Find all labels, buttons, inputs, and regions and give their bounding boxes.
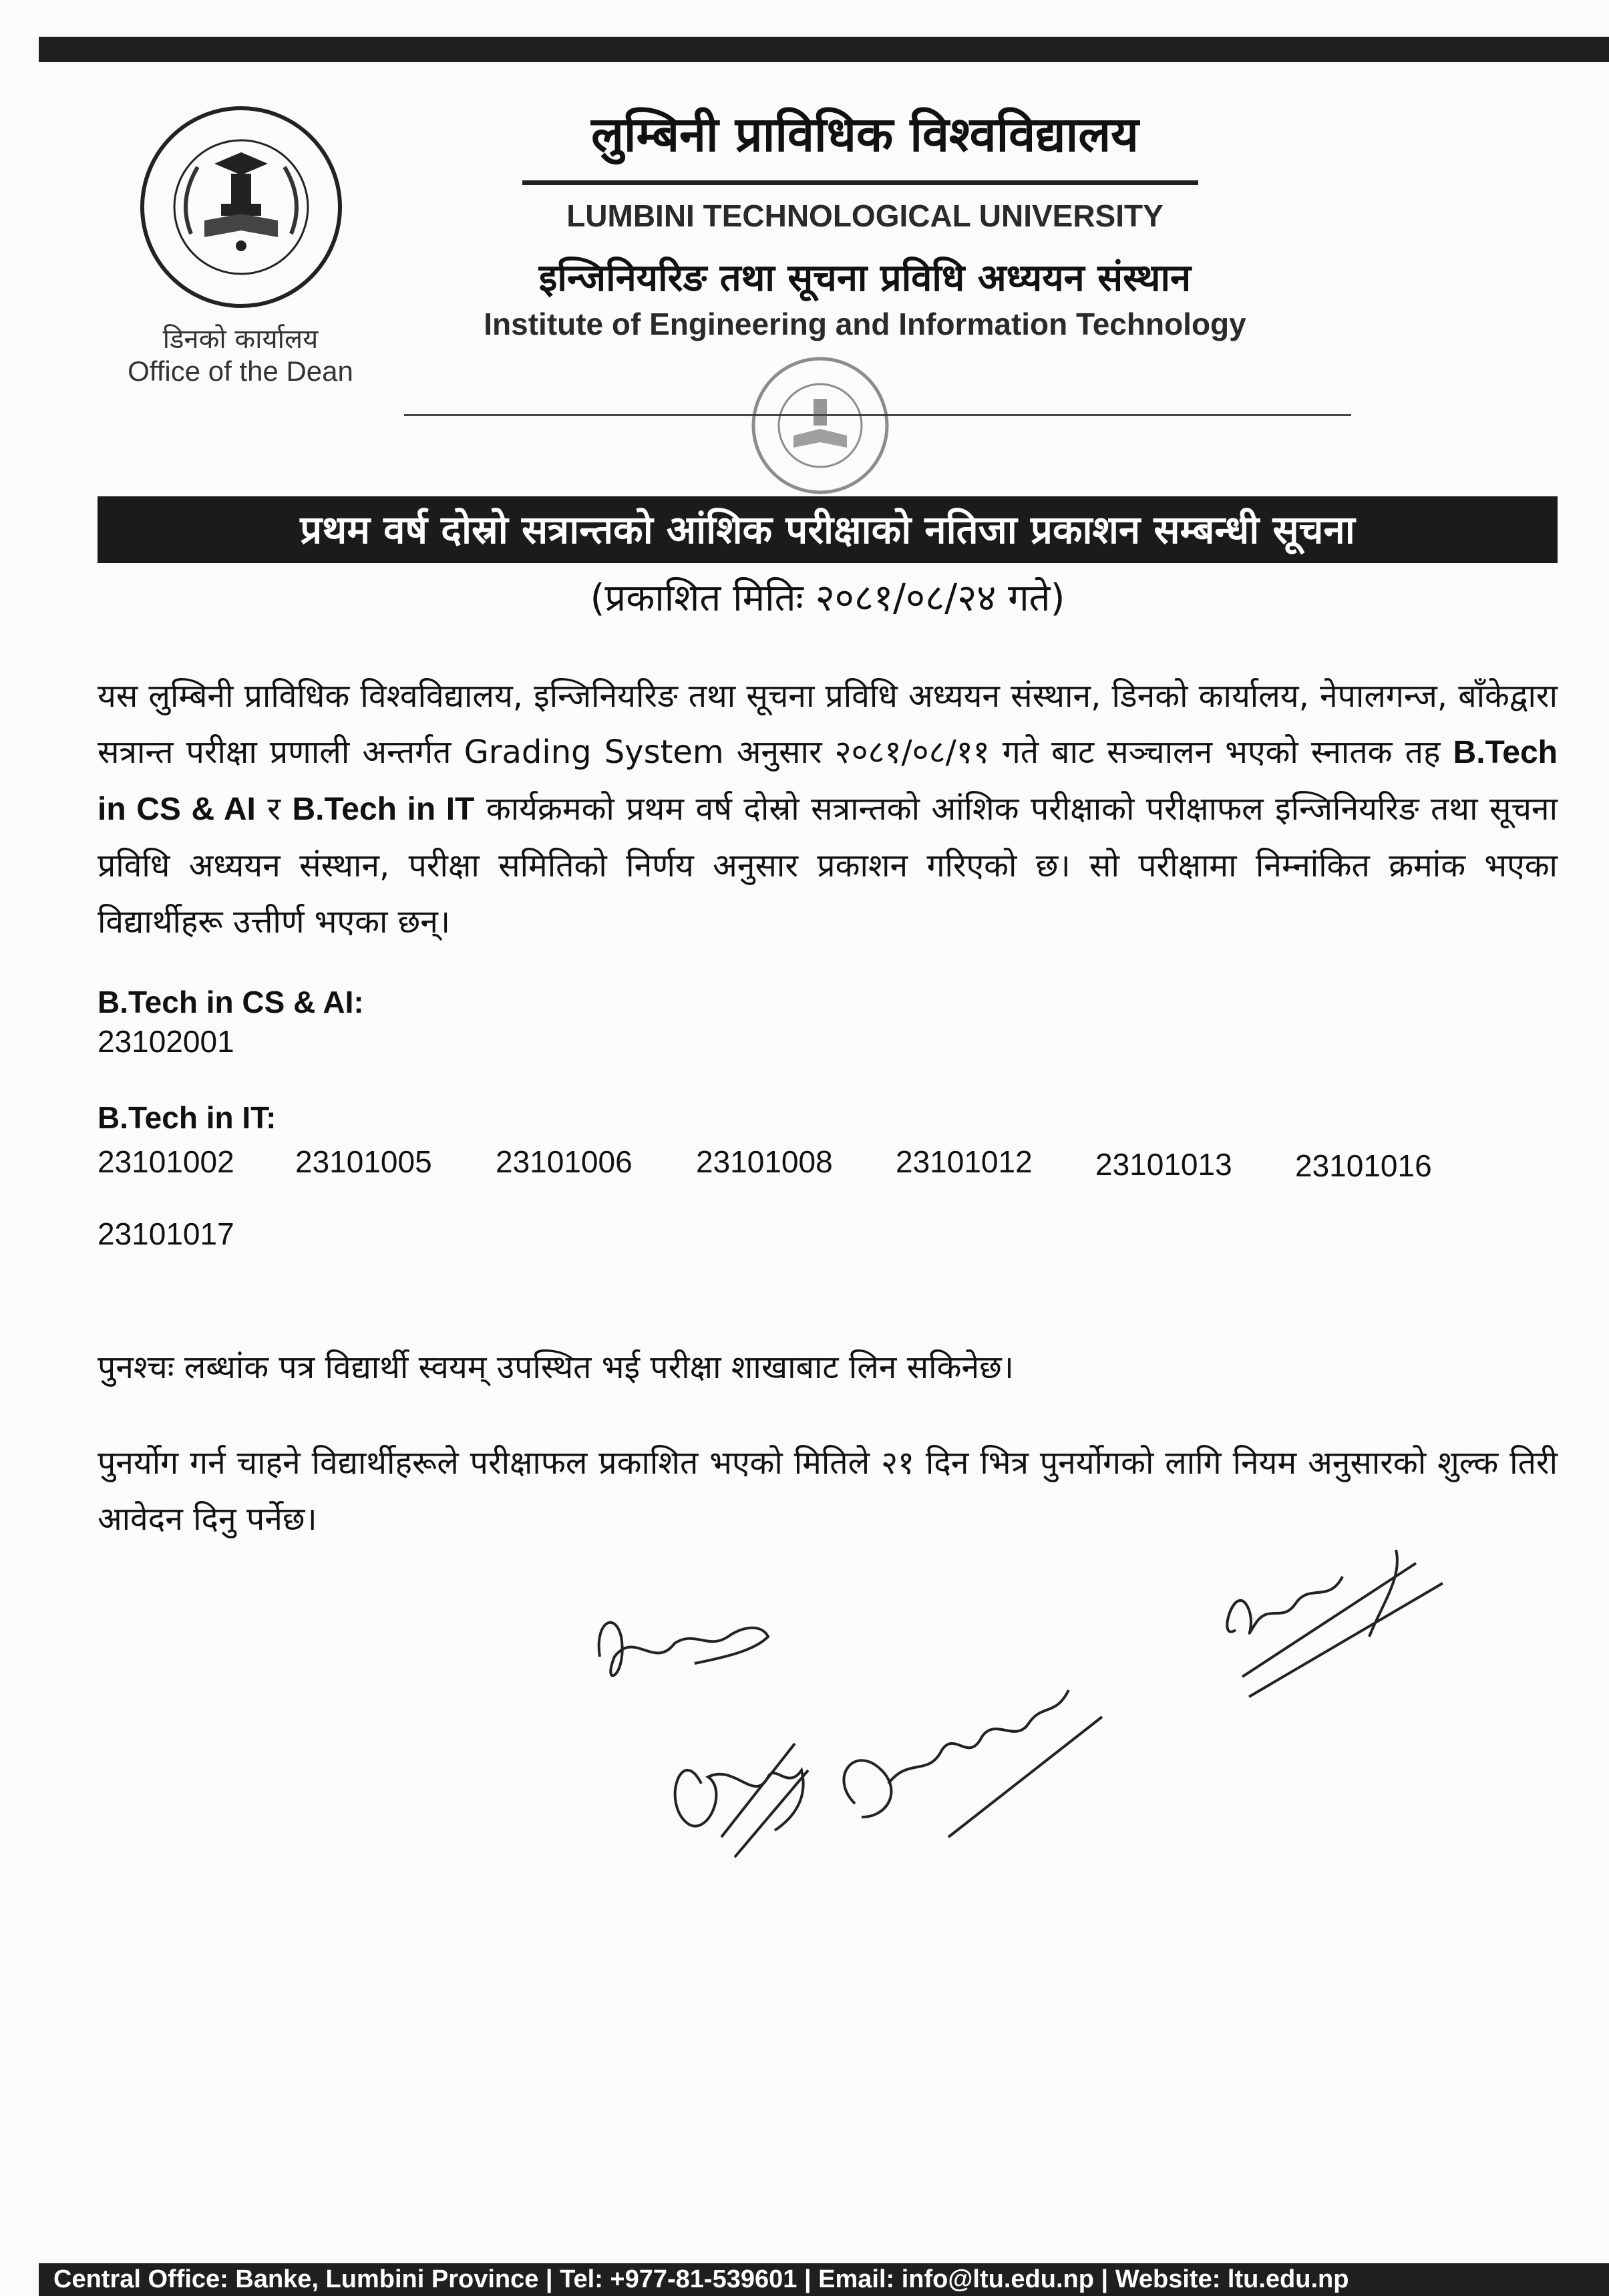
body-text-part2: कार्यक्रमको प्रथम वर्ष दोस्रो सत्रान्तको आंशिक परीक्षाको परीक्षाफल इन्जिनियरिङ तथा सूचना प्रविधि अध्ययन संस्थान, परीक्षा समितिको निर्णय अनुसार प्रकाशन गरिएको छ। सो परीक्षामा निम्नांकित क्रमांक भएका विद्यार्थीहरू उत्तीर्ण भएका छन्।: [98, 790, 1558, 941]
roll-number: 23101008: [696, 1144, 833, 1179]
body-text-part1: यस लुम्बिनी प्राविधिक विश्वविद्यालय, इन्जिनियरिङ तथा सूचना प्रविधि अध्ययन संस्थान, डिनको कार्यालय, नेपालगन्ज, बाँकेद्वारा सत्रान्त परीक्षा प्रणाली अन्तर्गत Grading System अनुसार २०८१/०८/११ गते बाट सञ्चालन भएको स्नातक तह: [98, 677, 1558, 771]
office-label-english: Office of the Dean: [128, 355, 353, 387]
it-heading: B.Tech in IT:: [98, 1100, 277, 1135]
roll-number: 23101016: [1295, 1148, 1432, 1183]
roll-number: 23101002: [98, 1144, 234, 1179]
roll-number: 23101013: [1095, 1147, 1232, 1182]
office-stamp: [733, 349, 907, 496]
university-name-english: LUMBINI TECHNOLOGICAL UNIVERSITY: [566, 198, 1164, 233]
roll-number: 23101012: [896, 1144, 1033, 1179]
program-it-inline: B.Tech in IT: [292, 792, 475, 827]
title-underline: [522, 180, 1198, 185]
top-border-bar: [39, 37, 1609, 62]
university-name-nepali: लुम्बिनी प्राविधिक विश्वविद्यालय: [591, 106, 1139, 162]
postscript-note: पुनश्चः लब्धांक पत्र विद्यार्थी स्वयम् उपस्थित भई परीक्षा शाखाबाट लिन सकिनेछ।: [98, 1349, 1014, 1386]
signatures: [574, 1523, 1456, 1964]
roll-number: 23101005: [295, 1144, 432, 1179]
published-date: (प्रकाशित मितिः २०८१/०८/२४ गते): [590, 577, 1065, 620]
footer-contact-bar: Central Office: Banke, Lumbini Province | Tel: +977-81-539601 | Email: info@ltu.edu.np | Website: ltu.edu.np: [39, 2263, 1609, 2296]
roll-number: 23101017: [98, 1216, 234, 1251]
recheck-note: पुनर्योग गर्न चाहने विद्यार्थीहरूले परीक्षाफल प्रकाशित भएको मितिले २१ दिन भित्र पुनर्योगको लागि नियम अनुसारको शुल्क तिरी आवेदन दिनु पर्नेछ।: [98, 1444, 1558, 1538]
program-cs-ai-inline: B.Tech in CS & AI: [98, 735, 1558, 827]
university-seal-logo: [138, 100, 345, 314]
roll-number: 23101006: [496, 1144, 633, 1179]
notice-body: [98, 668, 1558, 950]
roll-number: 23102001: [98, 1024, 234, 1059]
institute-name-english: Institute of Engineering and Information Technology: [484, 307, 1246, 341]
notice-title: प्रथम वर्ष दोस्रो सत्रान्तको आंशिक परीक्षाको नतिजा प्रकाशन सम्बन्धी सूचना: [98, 496, 1558, 563]
connector-text: र: [255, 790, 293, 828]
institute-name-nepali: इन्जिनियरिङ तथा सूचना प्रविधि अध्ययन संस्थान: [538, 257, 1192, 300]
office-label-nepali: डिनको कार्यालय: [162, 324, 319, 355]
cs-ai-heading: B.Tech in CS & AI:: [98, 985, 364, 1019]
